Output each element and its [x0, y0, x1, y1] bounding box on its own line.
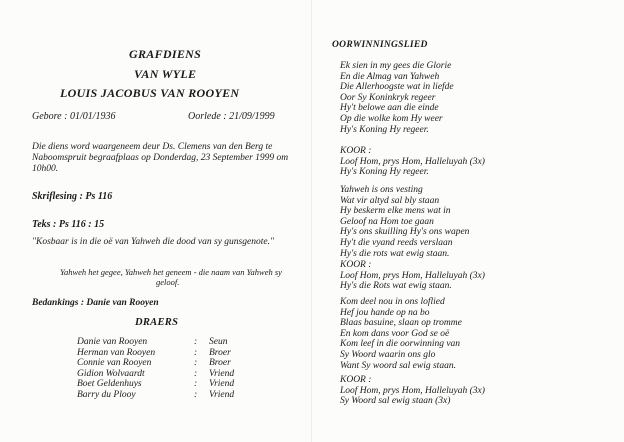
bearer-relation: Vriend: [209, 389, 235, 400]
chorus-label: KOOR :: [340, 146, 372, 156]
bearer-row: [77, 358, 253, 369]
bearer-colon: :: [194, 358, 198, 369]
lyric-line: Die Allerhoogste wat in liefde: [340, 82, 454, 93]
song-heading: OORWINNINGSLIED: [332, 40, 428, 50]
bearer-relation: Broer: [209, 347, 231, 358]
chorus-label: KOOR :: [340, 375, 372, 385]
lyric-line: Wat vir altyd sal bly staan: [340, 195, 440, 206]
lyric-line: Loof Hom, prys Hom, Halleluyah (3x): [340, 156, 485, 167]
chorus-2: [340, 260, 485, 292]
service-line-2: Naboomspruit begraafplaas op Donderdag, 23 September 1999 om: [32, 153, 289, 163]
bearer-row: [77, 348, 253, 359]
lyric-line: Hy's die rots wat ewig staan.: [340, 248, 450, 259]
bearer-name: Danie van Rooyen: [77, 337, 148, 347]
thanks-line: Bedankings : Danie van Rooyen: [32, 298, 159, 308]
lyric-line: En die Almag van Yahweh: [340, 71, 440, 82]
lyric-line: Hy't belowe aan die einde: [340, 103, 439, 114]
lyric-line: Hy't die vyand reeds verslaan: [340, 237, 453, 248]
page-fold-divider: [311, 0, 312, 442]
scripture-reading: Skriflesing : Ps 116: [32, 191, 113, 202]
title-line-2: VAN WYLE: [134, 67, 197, 81]
birth-date: Gebore : 01/01/1936: [32, 111, 116, 122]
lyric-line: Geloof na Hom toe gaan: [340, 216, 434, 227]
bearer-colon: :: [194, 379, 198, 390]
service-line-1: Die diens word waargeneem deur Ds. Clemens van den Berg te: [32, 142, 273, 152]
bearers-list: [77, 337, 253, 401]
sermon-text-quote: "Kosbaar is in die oë van Yahweh die dood van sy gunsgenote.": [32, 237, 274, 247]
lyric-line: Sy Woord waarin ons glo: [340, 349, 436, 360]
bearer-relation: Vriend: [209, 379, 235, 390]
bearer-row: [77, 337, 253, 348]
bearer-row: [77, 390, 253, 401]
song-verse-3: [340, 297, 462, 371]
lyric-line: Sy Woord sal ewig staan (3x): [340, 396, 451, 407]
bearer-name: Herman van Rooyen: [77, 347, 156, 358]
lyric-line: Hy's ons skuilling Hy's ons wapen: [340, 227, 470, 238]
bearer-colon: :: [194, 337, 198, 347]
lyric-line: Oor Sy Koninkryk regeer: [340, 92, 436, 103]
bearer-colon: :: [194, 347, 198, 358]
bearer-relation: Broer: [209, 358, 231, 369]
lyric-line: Op die wolke kom Hy weer: [340, 113, 443, 124]
bearer-name: Connie van Rooyen: [77, 358, 152, 369]
bearer-row: [77, 369, 253, 380]
title-line-1: GRAFDIENS: [129, 47, 202, 61]
lyric-line: Hy's Koning Hy regeer.: [340, 124, 429, 135]
lyric-line: Ek sien in my gees die Glorie: [340, 61, 452, 71]
bearer-colon: :: [194, 389, 198, 400]
lyric-line: Hy's die Rots wat ewig staan.: [340, 281, 452, 292]
lyric-line: Kom deel nou in ons loflied: [340, 297, 445, 307]
song-verse-1: [340, 61, 454, 135]
yahweh-quote-line-2: geloof.: [156, 277, 180, 287]
bearers-heading: DRAERS: [135, 317, 179, 328]
bearer-relation: Seun: [209, 337, 228, 347]
lyric-line: Hy's Koning Hy regeer.: [340, 167, 429, 178]
lyric-line: En kom dans voor God se oë: [340, 328, 450, 339]
chorus-1: [340, 146, 485, 178]
bearer-relation: Vriend: [209, 368, 235, 379]
bearer-row: [77, 379, 253, 390]
chorus-label: KOOR :: [340, 260, 372, 270]
bearer-name: Gidion Wolvaardt: [77, 368, 145, 379]
lyric-line: Loof Hom, prys Hom, Halleluyah (3x): [340, 385, 485, 396]
song-verse-2: [340, 185, 469, 259]
yahweh-quote-line-1: Yahweh het gegee, Yahweh het geneem - die naam van Yahweh sy: [60, 267, 282, 277]
title-line-3: LOUIS JACOBUS VAN ROOYEN: [60, 86, 240, 100]
lyric-line: Loof Hom, prys Hom, Halleluyah (3x): [340, 270, 485, 281]
chorus-3: [340, 375, 485, 407]
lyric-line: Hef jou hande op na bo: [340, 307, 430, 318]
lyric-line: Blaas basuine, slaan op tromme: [340, 318, 462, 329]
bearer-name: Boet Geldenhuys: [77, 379, 142, 390]
service-line-3: 10h00.: [32, 164, 59, 174]
bearer-colon: :: [194, 368, 198, 379]
bearer-name: Barry du Plooy: [77, 389, 136, 400]
lyric-line: Hy beskerm elke mens wat in: [340, 206, 451, 217]
death-date: Oorlede : 21/09/1999: [188, 111, 275, 122]
lyric-line: Want Sy woord sal ewig staan.: [340, 360, 456, 371]
lyric-line: Yahweh is ons vesting: [340, 185, 423, 195]
lyric-line: Kom leef in die oorwinning van: [340, 339, 461, 350]
sermon-text-reference: Teks : Ps 116 : 15: [32, 219, 105, 230]
